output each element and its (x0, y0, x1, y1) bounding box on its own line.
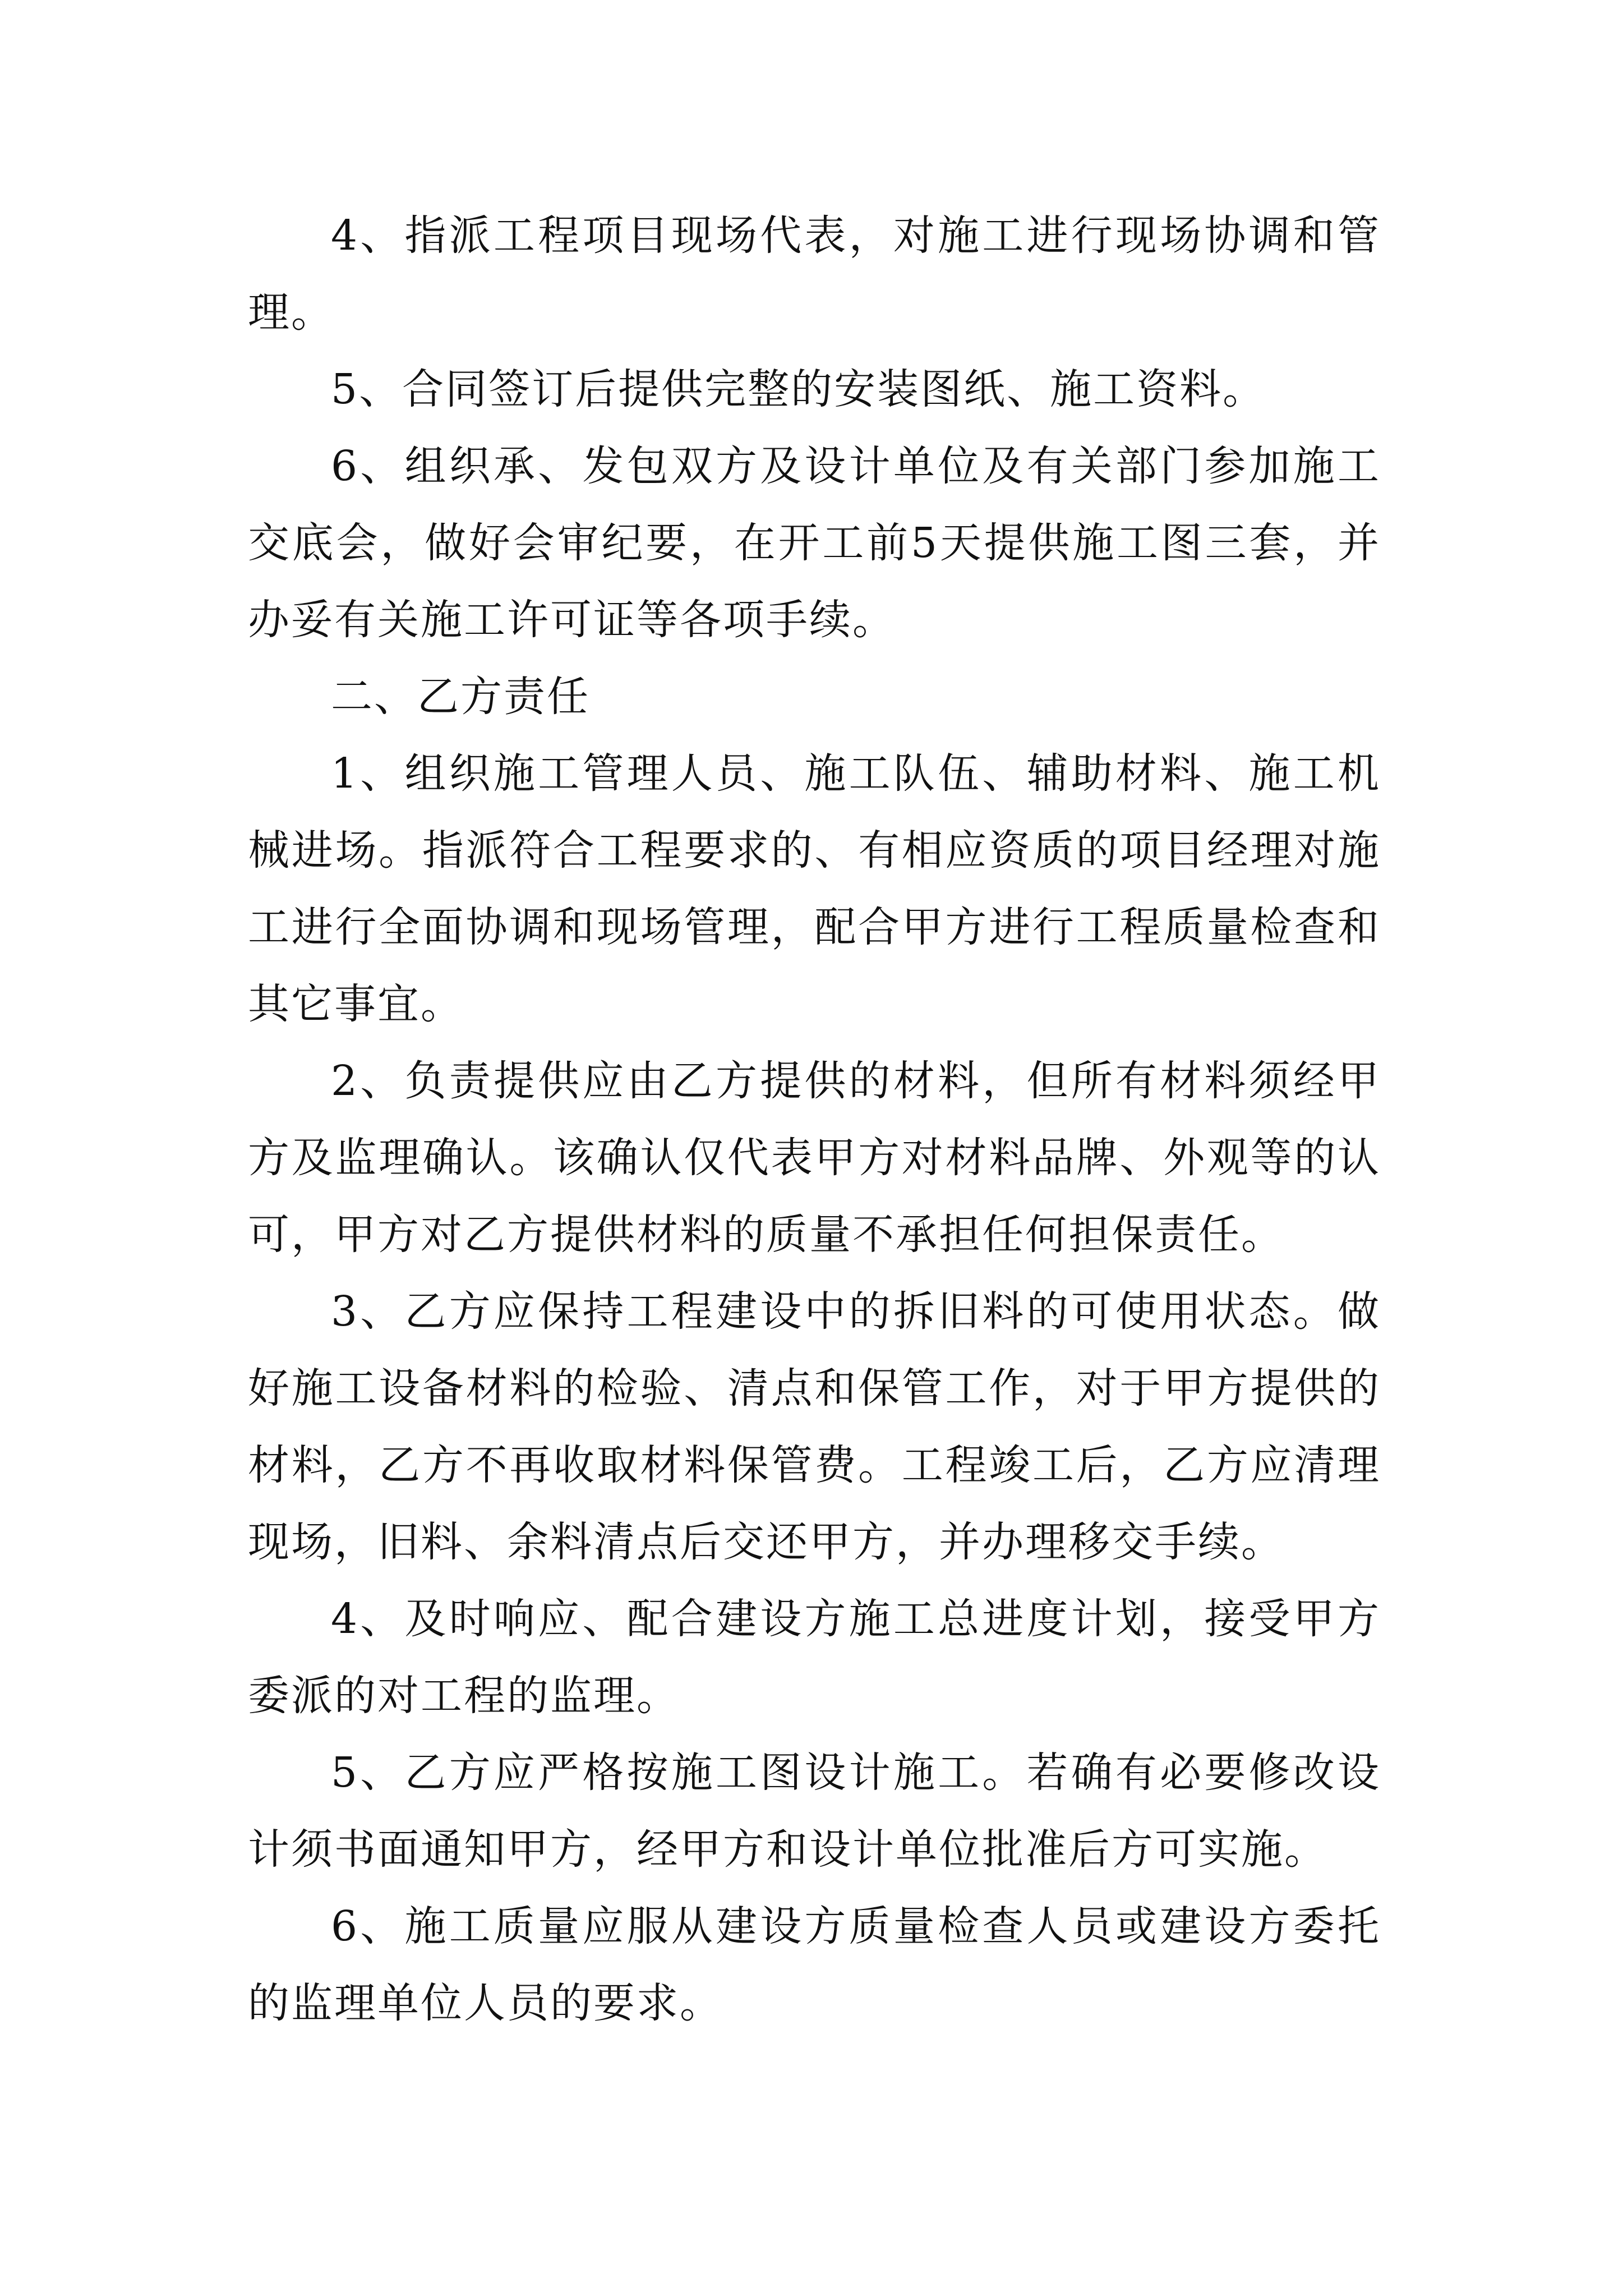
paragraph-8: 5、乙方应严格按施工图设计施工。若确有必要修改设计须书面通知甲方，经甲方和设计单位批准后方可实施。 (248, 1749, 1381, 1874)
section-heading: 二、乙方责任 (331, 673, 590, 721)
paragraph-6: 3、乙方应保持工程建设中的拆旧料的可使用状态。做好施工设备材料的检验、清点和保管工作，对于甲方提供的材料，乙方不再收取材料保管费。工程竣工后，乙方应清理现场，旧料、余料清点后交还甲方，并办理移交手续。 (248, 1287, 1381, 1566)
paragraph-9: 6、施工质量应服从建设方质量检查人员或建设方委托的监理单位人员的要求。 (248, 1902, 1381, 2027)
paragraph-4: 1、组织施工管理人员、施工队伍、辅助材料、施工机械进场。指派符合工程要求的、有相应资质的项目经理对施工进行全面协调和现场管理，配合甲方进行工程质量检查和其它事宜。 (248, 749, 1381, 1028)
paragraph-5: 2、负责提供应由乙方提供的材料，但所有材料须经甲方及监理确认。该确认仅代表甲方对材料品牌、外观等的认可，甲方对乙方提供材料的质量不承担任何担保责任。 (248, 1057, 1381, 1259)
paragraph-7: 4、及时响应、配合建设方施工总进度计划，接受甲方委派的对工程的监理。 (248, 1595, 1381, 1720)
paragraph-1: 4、指派工程项目现场代表，对施工进行现场协调和管理。 (248, 211, 1381, 337)
document-body (248, 197, 1381, 2042)
paragraph-3: 6、组织承、发包双方及设计单位及有关部门参加施工交底会，做好会审纪要，在开工前5天提供施工图三套，并办妥有关施工许可证等各项手续。 (248, 442, 1381, 644)
paragraph-2: 5、合同签订后提供完整的安装图纸、施工资料。 (331, 365, 1266, 413)
